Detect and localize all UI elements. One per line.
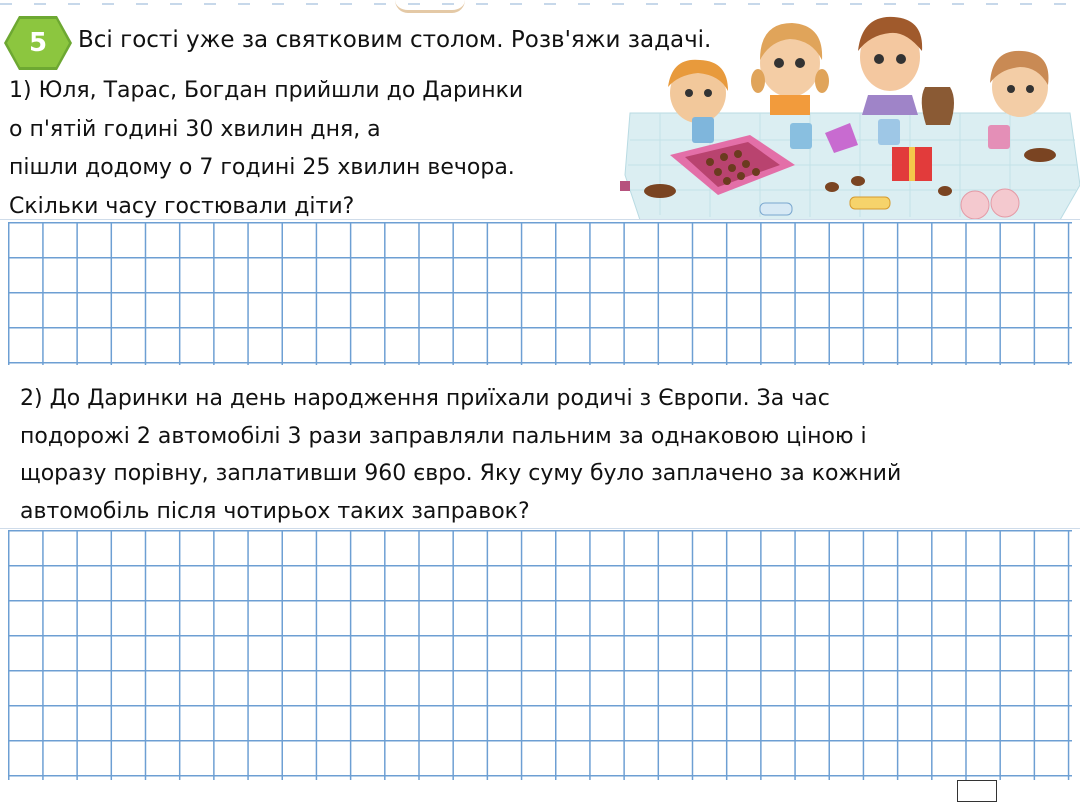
top-ribbon-decoration (395, 0, 465, 13)
task-number: 5 (28, 28, 48, 58)
problem-1-line: о п'ятій годині 30 хвилин дня, а (9, 116, 381, 142)
answer-grid-1[interactable] (8, 222, 1072, 365)
divider-line (0, 528, 1080, 529)
score-box (957, 780, 997, 802)
problem-1-text (9, 72, 619, 226)
problem-2-line: щоразу порівну, заплативши 960 євро. Яку суму було заплачено за кожний (20, 461, 902, 486)
task-title: Всі гості уже за святковим столом. Розв'яжи задачі. (78, 27, 712, 53)
problem-2-text (20, 380, 1070, 530)
problem-1-line: пішли додому о 7 годині 25 хвилин вечора. (9, 155, 515, 180)
problem-2-line: 2) До Даринки на день народження приїхали родичі з Європи. За час (20, 386, 830, 411)
problem-1-line: 1) Юля, Тарас, Богдан прийшли до Даринки (9, 78, 524, 103)
divider-line (0, 219, 1080, 220)
answer-grid-2[interactable] (8, 530, 1072, 780)
problem-2-line: подорожі 2 автомобілі 3 рази заправляли пальним за однаковою ціною і (20, 423, 867, 449)
task-number-badge (3, 14, 73, 72)
problem-2-line: автомобіль після чотирьох таких заправок? (20, 498, 530, 524)
problem-1-line: Скільки часу гостювали діти? (9, 193, 355, 219)
children-at-party-table-icon (600, 5, 1080, 220)
